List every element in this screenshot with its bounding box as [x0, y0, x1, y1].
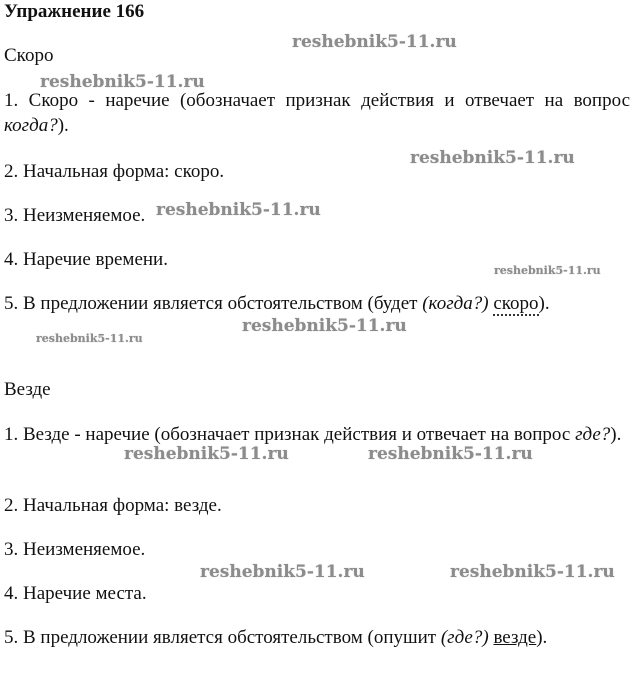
section2-item4: 4. Наречие места.	[4, 583, 147, 604]
section2-item5-word: везде	[493, 627, 537, 648]
section1-heading: Скоро	[4, 45, 54, 66]
section2-item2: 2. Начальная форма: везде.	[4, 495, 222, 516]
section2-item1-end: ).	[610, 424, 622, 445]
section2-item1-question: где?	[575, 424, 611, 445]
watermark: reshebnik5-11.ru	[200, 562, 365, 582]
section1-item1	[4, 88, 630, 138]
watermark: reshebnik5-11.ru	[36, 332, 143, 345]
watermark: reshebnik5-11.ru	[40, 72, 205, 92]
section1-item4: 4. Наречие времени.	[4, 249, 168, 270]
section1-item5-end: ).	[538, 293, 550, 314]
section1-item5-text: 5. В предложении является обстоятельством (будет	[4, 293, 423, 314]
watermark: reshebnik5-11.ru	[494, 264, 601, 277]
watermark: reshebnik5-11.ru	[242, 316, 407, 336]
section2-item5	[4, 626, 547, 650]
section2-item1	[4, 422, 630, 447]
section1-item2: 2. Начальная форма: скоро.	[4, 161, 225, 182]
watermark: reshebnik5-11.ru	[450, 562, 615, 582]
section1-item1-text: 1. Скоро - наречие (обозначает признак действия и отвечает на вопрос	[4, 90, 630, 111]
watermark: reshebnik5-11.ru	[124, 444, 289, 464]
watermark: reshebnik5-11.ru	[156, 200, 321, 220]
watermark: reshebnik5-11.ru	[292, 32, 457, 52]
watermark: reshebnik5-11.ru	[410, 148, 575, 168]
section2-item5-end: ).	[536, 627, 548, 648]
section2-item1-text: 1. Везде - наречие (обозначает признак действия и отвечает на вопрос	[4, 424, 576, 445]
section1-item5	[4, 292, 550, 316]
section2-item5-text: 5. В предложении является обстоятельством (опушит	[4, 627, 441, 648]
section2-item5-question: (где?)	[440, 627, 489, 648]
section1-item1-end: ).	[57, 115, 69, 136]
watermark: reshebnik5-11.ru	[368, 444, 533, 464]
section1-item1-question: когда?	[4, 115, 58, 136]
section1-item3: 3. Неизменяемое.	[4, 205, 146, 226]
section2-heading: Везде	[4, 379, 51, 400]
section1-item5-question: (когда?)	[422, 293, 489, 314]
section2-item3: 3. Неизменяемое.	[4, 539, 146, 560]
section1-item5-word: скоро	[493, 293, 539, 314]
exercise-title: Упражнение 166	[4, 1, 145, 22]
